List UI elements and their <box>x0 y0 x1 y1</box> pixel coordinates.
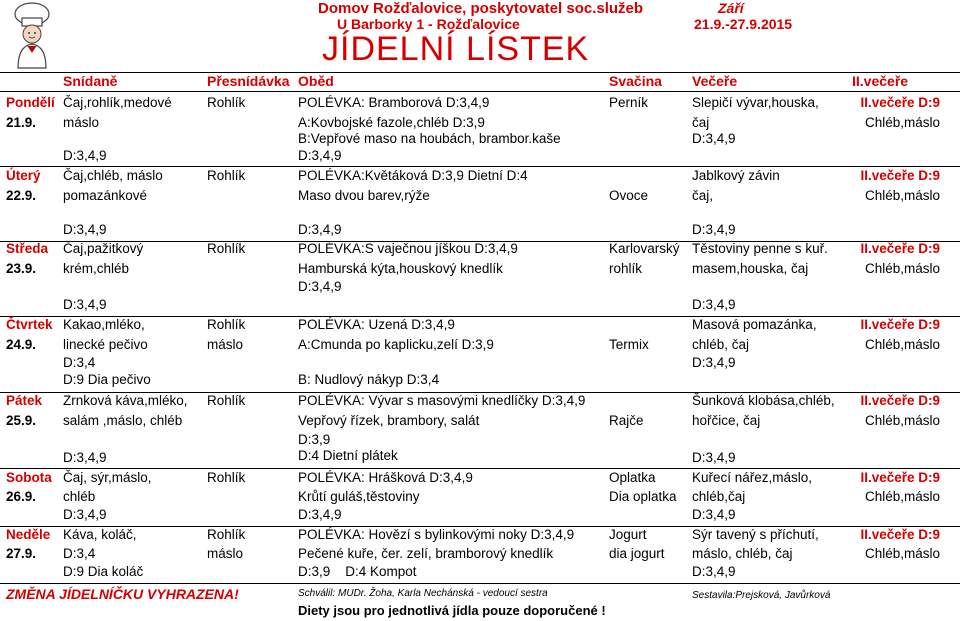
lunch-line: Vepřový řízek, brambory, salát <box>298 413 480 428</box>
lunch-line: D:3,4,9 <box>298 148 342 163</box>
snack1-line: Rohlík <box>207 527 246 542</box>
day-date: 22.9. <box>6 188 37 203</box>
breakfast-line: D:3,4,9 <box>63 297 107 312</box>
dinner2-line: Chléb,máslo <box>864 188 940 203</box>
column-dinner: Večeře <box>692 73 738 89</box>
lunch-line: B:Vepřové maso na houbách, brambor.kaše <box>298 131 561 146</box>
column-snack2: Svačina <box>609 73 662 89</box>
day-name: Čtvrtek <box>6 317 53 332</box>
organization-name: Domov Rožďalovice, poskytovatel soc.služeb <box>318 0 644 17</box>
lunch-line: Hamburská kýta,houskový knedlík <box>298 261 503 276</box>
dinner-line: čaj <box>692 115 710 130</box>
dinner-line: Jablkový závin <box>692 168 780 183</box>
breakfast-line: krém,chléb <box>63 261 130 276</box>
day-name: Neděle <box>6 527 51 542</box>
snack2-line: Perník <box>609 95 649 110</box>
lunch-line: B: Nudlový nákyp D:3,4 <box>298 372 440 387</box>
breakfast-line: Čaj,rohlík,medové <box>63 95 172 110</box>
breakfast-line: Čaj, sýr,máslo, <box>63 470 152 485</box>
dinner-line: Těstoviny penne s kuř. <box>692 241 828 256</box>
breakfast-line: D:3,4 <box>63 355 96 370</box>
lunch-line: POLÉVKA: Uzená D:3,4,9 <box>298 317 455 332</box>
breakfast-line: Čaj,chléb, máslo <box>63 168 163 183</box>
snack2-line: Ovoce <box>609 188 649 203</box>
lunch-line: POLÉVKA:S vaječnou jíškou D:3,4,9 <box>298 241 518 256</box>
dinner-line: chléb,čaj <box>692 489 746 504</box>
breakfast-line: D:3,4,9 <box>63 507 107 522</box>
dinner-line: Šunková klobása,chléb, <box>692 393 835 408</box>
approved-by: Schválil: MUDr. Žoha, Karla Nechánská - vedoucí sestra <box>298 588 548 599</box>
dinner-line: D:3,4,9 <box>692 507 736 522</box>
snack2-line: Termix <box>609 337 649 352</box>
snack1-line: Rohlík <box>207 168 246 183</box>
lunch-line: POLÉVKA: Hrášková D:3,4,9 <box>298 470 473 485</box>
dinner-line: máslo, chléb, čaj <box>692 546 793 561</box>
day-date: 25.9. <box>6 413 37 428</box>
dinner2-line: II.večeře D:9 <box>860 527 940 542</box>
snack1-line: Rohlík <box>207 317 246 332</box>
dinner-line: Masová pomazánka, <box>692 317 817 332</box>
day-name: Pondělí <box>6 95 55 110</box>
snack1-line: máslo <box>207 337 244 352</box>
column-breakfast: Snídaně <box>63 73 118 89</box>
dinner-line: Sýr tavený s příchutí, <box>692 527 819 542</box>
dinner2-line: II.večeře D:9 <box>860 393 940 408</box>
lunch-line: A:Kovbojské fazole,chléb D:3,9 <box>298 115 485 130</box>
day-date: 24.9. <box>6 337 37 352</box>
snack2-line: Rajče <box>609 413 644 428</box>
day-date: 23.9. <box>6 261 37 276</box>
breakfast-line: máslo <box>63 115 100 130</box>
snack1-line: Rohlík <box>207 95 246 110</box>
snack2-line: Dia oplatka <box>609 489 677 504</box>
lunch-line: A:Cmunda po kaplicku,zelí D:3,9 <box>298 337 494 352</box>
dinner2-line: II.večeře D:9 <box>860 168 940 183</box>
dinner2-line: II.večeře D:9 <box>860 317 940 332</box>
lunch-line: D:3,9 <box>298 432 331 447</box>
dinner-line: D:3,4,9 <box>692 297 736 312</box>
lunch-line: Maso dvou barev,rýže <box>298 188 430 203</box>
breakfast-line: Káva, koláč, <box>63 527 137 542</box>
column-header-row <box>0 72 960 92</box>
breakfast-line: D:9 Dia koláč <box>63 564 144 579</box>
breakfast-line: D:3,4 <box>63 546 96 561</box>
breakfast-line: Čaj,pažitkový <box>63 241 144 256</box>
lunch-line: D:4 Dietní plátek <box>298 448 398 463</box>
lunch-line: POLÉVKA: Hovězí s bylinkovými noky D:3,4,9 <box>298 527 575 542</box>
dinner2-line: Chléb,máslo <box>864 489 940 504</box>
breakfast-line: D:3,4,9 <box>63 148 107 163</box>
day-name: Úterý <box>6 168 41 183</box>
lunch-line: POLÉVKA: Bramborová D:3,4,9 <box>298 95 490 110</box>
column-lunch: Oběd <box>298 73 334 89</box>
column-dinner2: II.večeře <box>852 73 909 89</box>
dinner-line: čaj, <box>692 188 714 203</box>
snack1-line: máslo <box>207 546 244 561</box>
dinner-line: D:3,4,9 <box>692 131 736 146</box>
snack1-line: Rohlík <box>207 241 246 256</box>
day-date: 26.9. <box>6 489 37 504</box>
day-date: 27.9. <box>6 546 37 561</box>
dinner2-line: II.večeře D:9 <box>860 470 940 485</box>
compiled-by: Sestavila:Prejsková, Javůrková <box>692 590 831 601</box>
lunch-line: Pečené kuře, čer. zelí, bramborový knedlík <box>298 546 554 561</box>
dinner-line: Slepičí vývar,houska, <box>692 95 819 110</box>
lunch-line: D:3,4,9 <box>298 279 342 294</box>
day-name: Středa <box>6 241 49 256</box>
snack2-line: rohlík <box>609 261 643 276</box>
day-name: Sobota <box>6 470 52 485</box>
breakfast-line: Zrnková káva,mléko, <box>63 393 188 408</box>
dinner2-line: Chléb,máslo <box>864 413 940 428</box>
snack1-line: Rohlík <box>207 470 246 485</box>
lunch-line: Krůtí guláš,těstoviny <box>298 489 420 504</box>
organization-address: U Barborky 1 - Rožďalovice <box>337 16 520 32</box>
lunch-line: D:3,4,9 <box>298 507 342 522</box>
snack2-line: Oplatka <box>609 470 656 485</box>
dinner2-line: II.večeře D:9 <box>860 95 940 110</box>
month-label: Září <box>718 0 744 16</box>
day-name: Pátek <box>6 393 43 408</box>
dinner-line: chléb, čaj <box>692 337 750 352</box>
snack1-line: Rohlík <box>207 393 246 408</box>
dinner-line: Kuřecí nářez,máslo, <box>692 470 813 485</box>
dinner2-line: II.večeře D:9 <box>860 241 940 256</box>
dinner-line: D:3,4,9 <box>692 564 736 579</box>
snack2-line: dia jogurt <box>609 546 665 561</box>
day-date: 21.9. <box>6 115 37 130</box>
menu-change-note: ZMĚNA JÍDELNÍČKU VYHRAZENA! <box>6 586 239 602</box>
breakfast-line: D:9 Dia pečivo <box>63 372 151 387</box>
breakfast-line: D:3,4,9 <box>63 450 107 465</box>
dinner2-line: Chléb,máslo <box>864 115 940 130</box>
chef-logo-icon <box>4 0 60 70</box>
breakfast-line: Kakao,mléko, <box>63 317 145 332</box>
dinner-line: D:3,4,9 <box>692 355 736 370</box>
page-title: JÍDELNÍ LÍSTEK <box>322 30 590 68</box>
column-snack1: Přesnídávka <box>207 73 290 89</box>
dinner-line: D:3,4,9 <box>692 450 736 465</box>
diet-note: Diety jsou pro jednotlivá jídla pouze doporučené ! <box>298 603 606 618</box>
dinner2-line: Chléb,máslo <box>864 337 940 352</box>
dinner-line: masem,houska, čaj <box>692 261 809 276</box>
lunch-line: POLÉVKA: Vývar s masovými knedlíčky D:3,4,9 <box>298 393 586 408</box>
dinner-line: hořčice, čaj <box>692 413 761 428</box>
breakfast-line: linecké pečivo <box>63 337 148 352</box>
dinner2-line: Chléb,máslo <box>864 261 940 276</box>
lunch-line: D:3,9 D:4 Kompot <box>298 564 417 579</box>
breakfast-line: pomazánkové <box>63 188 148 203</box>
breakfast-line: salám ,máslo, chléb <box>63 413 183 428</box>
dinner2-line: Chléb,máslo <box>864 546 940 561</box>
snack2-line: Karlovarský <box>609 241 680 256</box>
date-range: 21.9.-27.9.2015 <box>694 16 793 32</box>
snack2-line: Jogurt <box>609 527 647 542</box>
dinner-line: D:3,4,9 <box>692 222 736 237</box>
lunch-line: D:3,4,9 <box>298 222 342 237</box>
lunch-line: POLÉVKA:Květáková D:3,9 Dietní D:4 <box>298 168 528 183</box>
breakfast-line: D:3,4,9 <box>63 222 107 237</box>
day-separator <box>0 583 960 584</box>
breakfast-line: chléb <box>63 489 96 504</box>
